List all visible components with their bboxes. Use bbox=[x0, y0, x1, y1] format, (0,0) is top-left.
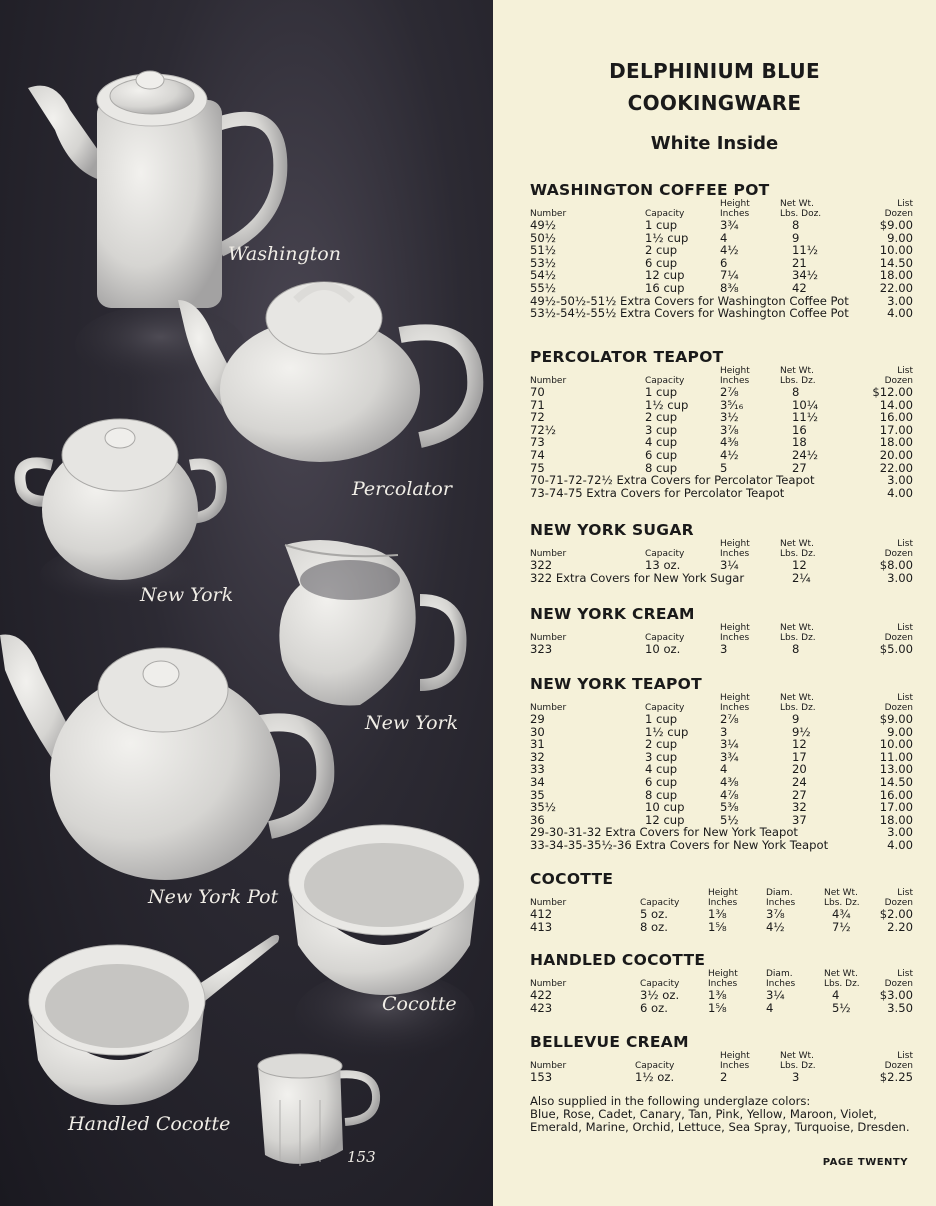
table-cell: 13.00 bbox=[879, 762, 913, 777]
table-cell: 153 bbox=[530, 1070, 553, 1084]
table-cell: 33 bbox=[530, 762, 545, 777]
col-header: Number bbox=[530, 208, 567, 219]
table-cell: 3⁵⁄₁₆ bbox=[720, 397, 744, 412]
page-number: PAGE TWENTY bbox=[822, 1157, 908, 1168]
table-cell: 9½ bbox=[792, 724, 811, 739]
table-cell: 32 bbox=[530, 749, 545, 764]
section-title: NEW YORK SUGAR bbox=[530, 521, 694, 539]
table-cell: 30 bbox=[530, 724, 545, 739]
table-cell: 2 bbox=[720, 1070, 728, 1084]
col-header: List Dozen bbox=[884, 199, 913, 219]
table-cell: 4.00 bbox=[887, 837, 913, 852]
col-header: Capacity bbox=[640, 978, 680, 989]
table-cell: 74 bbox=[530, 447, 545, 462]
price-table bbox=[530, 1052, 913, 1084]
table-cell: 11½ bbox=[792, 410, 818, 425]
table-cell: 18.00 bbox=[879, 268, 913, 283]
table-cell: 12 cup bbox=[645, 268, 685, 283]
table-cell: 3⅞ bbox=[720, 422, 739, 437]
table-cell: 10 cup bbox=[645, 800, 685, 815]
table-cell: 2⅞ bbox=[720, 385, 739, 399]
col-header: Capacity bbox=[640, 897, 680, 908]
table-row bbox=[530, 1071, 913, 1084]
table-cell: 6 oz. bbox=[640, 1000, 668, 1015]
table-cell: 37 bbox=[792, 812, 807, 827]
table-cell: $9.00 bbox=[879, 218, 913, 232]
col-header: Diam. Inches bbox=[766, 969, 796, 989]
table-cell: 11½ bbox=[792, 243, 818, 258]
table-cell: 4.00 bbox=[887, 485, 913, 500]
table-cell: 31 bbox=[530, 737, 545, 752]
table-cell: 3 bbox=[792, 1070, 800, 1084]
table-cell: 6 bbox=[720, 255, 728, 270]
table-cell: 3¾ bbox=[720, 749, 739, 764]
col-header: Capacity bbox=[645, 548, 685, 559]
col-header: Number bbox=[530, 548, 567, 559]
table-cell: 42 bbox=[792, 280, 807, 295]
table-row bbox=[530, 713, 913, 726]
price-table bbox=[530, 889, 913, 933]
table-cell: 3.00 bbox=[887, 570, 913, 585]
col-header: Height Inches bbox=[720, 693, 750, 713]
table-cell: $2.25 bbox=[879, 1070, 913, 1084]
table-row bbox=[530, 801, 913, 814]
page-title-line1: DELPHINIUM BLUE bbox=[609, 59, 820, 83]
section-title: HANDLED COCOTTE bbox=[530, 951, 706, 969]
section-percolator bbox=[530, 348, 913, 499]
table-cell: 10.00 bbox=[879, 243, 913, 258]
section-title: NEW YORK CREAM bbox=[530, 605, 695, 623]
table-cell: 13 oz. bbox=[645, 558, 681, 572]
table-row bbox=[530, 738, 913, 751]
col-header: Capacity bbox=[645, 208, 685, 219]
col-header: List Dozen bbox=[884, 969, 913, 989]
table-cell: 1⅝ bbox=[708, 919, 727, 934]
table-cell: 34 bbox=[530, 774, 545, 789]
table-cell: 1⅜ bbox=[708, 988, 727, 1002]
table-cell: 3¼ bbox=[720, 737, 739, 752]
table-cell: 8 bbox=[792, 385, 800, 399]
table-cell: 4⅜ bbox=[720, 435, 739, 450]
table-cell: 9 bbox=[792, 712, 800, 726]
table-cell: 53½ bbox=[530, 255, 556, 270]
table-cell: 70-71-72-72½ Extra Covers for Percolator Teapot bbox=[530, 473, 815, 488]
section-title: COCOTTE bbox=[530, 870, 614, 888]
table-cell: 4½ bbox=[720, 243, 739, 258]
page-subtitle: White Inside bbox=[650, 133, 779, 154]
table-cell: $8.00 bbox=[879, 558, 913, 572]
col-header: Capacity bbox=[645, 632, 685, 643]
section-cocotte bbox=[530, 870, 913, 933]
colors-note-line: Also supplied in the following underglaze colors: bbox=[530, 1094, 811, 1108]
table-cell: 4 bbox=[720, 230, 728, 245]
section-title: WASHINGTON COFFEE POT bbox=[530, 181, 770, 199]
price-table bbox=[530, 694, 913, 852]
table-cell: 33-34-35-35½-36 Extra Covers for New York Teapot bbox=[530, 837, 829, 852]
col-header: Number bbox=[530, 897, 567, 908]
table-cell: 73 bbox=[530, 435, 545, 450]
table-cell: 3¼ bbox=[720, 558, 739, 572]
table-cell: 423 bbox=[530, 1000, 553, 1015]
colors-note bbox=[530, 1095, 913, 1134]
table-row bbox=[530, 989, 913, 1002]
handled-cocotte bbox=[29, 935, 279, 1105]
table-cell: 3⅞ bbox=[766, 907, 785, 921]
col-header: Number bbox=[530, 632, 567, 643]
price-table bbox=[530, 970, 913, 1014]
table-cell: 20.00 bbox=[879, 447, 913, 462]
col-header: Number bbox=[530, 702, 567, 713]
table-cell: 413 bbox=[530, 919, 553, 934]
table-cell: 322 Extra Covers for New York Sugar bbox=[530, 570, 745, 585]
col-header: Height Inches bbox=[708, 969, 738, 989]
table-cell: 6 cup bbox=[645, 255, 678, 270]
caption-new-york-sugar: New York bbox=[140, 584, 234, 606]
table-cell: $5.00 bbox=[879, 642, 913, 656]
table-cell: 17.00 bbox=[879, 800, 913, 815]
table-cell: 3½ oz. bbox=[640, 988, 680, 1002]
table-row bbox=[530, 411, 913, 424]
caption-new-york-cream: New York bbox=[365, 712, 459, 734]
table-cell: $9.00 bbox=[879, 712, 913, 726]
col-header: Number bbox=[530, 978, 567, 989]
table-cell: 8⅜ bbox=[720, 280, 739, 295]
table-cell: 3.00 bbox=[887, 473, 913, 488]
table-cell: 3.50 bbox=[887, 1000, 913, 1015]
section-ny-teapot bbox=[530, 675, 913, 852]
table-cell: 4 bbox=[766, 1000, 774, 1015]
table-cell: 10 oz. bbox=[645, 642, 681, 656]
table-cell: 4½ bbox=[766, 919, 785, 934]
table-cell: 4½ bbox=[720, 447, 739, 462]
section-ny-cream bbox=[530, 605, 913, 656]
table-cell: 3½ bbox=[720, 410, 739, 425]
table-cell: 12 cup bbox=[645, 812, 685, 827]
col-header: Net Wt. Lbs. Dz. bbox=[780, 1051, 816, 1071]
col-header: Net Wt. Lbs. Dz. bbox=[780, 366, 816, 386]
table-cell: 11.00 bbox=[879, 749, 913, 764]
section-title: PERCOLATOR TEAPOT bbox=[530, 348, 724, 366]
col-header: List Dozen bbox=[884, 1051, 913, 1071]
table-cell: 22.00 bbox=[879, 460, 913, 475]
table-cell: 34½ bbox=[792, 268, 818, 283]
table-cell: 1½ cup bbox=[645, 724, 689, 739]
table-cell: $12.00 bbox=[872, 385, 913, 399]
table-cell: 71 bbox=[530, 397, 545, 412]
table-cell: 32 bbox=[792, 800, 807, 815]
table-row bbox=[530, 282, 913, 295]
col-header: Height Inches bbox=[720, 1051, 750, 1071]
col-header: Net Wt. Lbs. Dz. bbox=[780, 693, 816, 713]
col-header: Net Wt. Lbs. Dz. bbox=[824, 888, 860, 908]
table-cell: 4¾ bbox=[832, 907, 851, 921]
table-cell: 24½ bbox=[792, 447, 818, 462]
table-cell: 1½ oz. bbox=[635, 1070, 675, 1084]
table-cell: 1½ cup bbox=[645, 230, 689, 245]
table-cell: 5⅜ bbox=[720, 800, 739, 815]
table-row bbox=[530, 776, 913, 789]
table-cell: 4.00 bbox=[887, 306, 913, 321]
table-row bbox=[530, 643, 913, 656]
table-cell: 9.00 bbox=[887, 230, 913, 245]
section-handled-cocotte bbox=[530, 951, 913, 1014]
col-header: Net Wt. Lbs. Dz. bbox=[824, 969, 860, 989]
table-cell: 36 bbox=[530, 812, 545, 827]
table-cell: 3.00 bbox=[887, 293, 913, 308]
caption-bellevue: 153 bbox=[347, 1148, 376, 1166]
col-header: List Dozen bbox=[884, 366, 913, 386]
table-cell: 18.00 bbox=[879, 435, 913, 450]
colors-note-line: Emerald, Marine, Orchid, Lettuce, Sea Spray, Turquoise, Dresden. bbox=[530, 1120, 910, 1134]
table-cell: 35 bbox=[530, 787, 545, 802]
price-table bbox=[530, 540, 913, 584]
table-cell: 16.00 bbox=[879, 787, 913, 802]
extra-covers-row bbox=[530, 307, 913, 320]
table-cell: 2¼ bbox=[792, 570, 811, 585]
table-cell: 8 cup bbox=[645, 460, 678, 475]
col-header: Height Inches bbox=[708, 888, 738, 908]
table-cell: 412 bbox=[530, 907, 553, 921]
table-cell: 18.00 bbox=[879, 812, 913, 827]
table-cell: 6 cup bbox=[645, 774, 678, 789]
table-cell: 7¼ bbox=[720, 268, 739, 283]
table-cell: 14.50 bbox=[879, 774, 913, 789]
table-cell: 3 cup bbox=[645, 422, 678, 437]
table-row bbox=[530, 921, 913, 934]
price-table bbox=[530, 200, 913, 320]
caption-washington: Washington bbox=[228, 243, 341, 265]
section-bellevue bbox=[530, 1033, 913, 1084]
cocotte-bowl bbox=[289, 825, 479, 1060]
table-cell: 9.00 bbox=[887, 724, 913, 739]
section-washington bbox=[530, 181, 913, 320]
table-row bbox=[530, 219, 913, 232]
col-header: Height Inches bbox=[720, 366, 750, 386]
table-cell: 4⅜ bbox=[720, 774, 739, 789]
table-cell: 2 cup bbox=[645, 410, 678, 425]
percolator-teapot bbox=[178, 282, 475, 462]
table-row bbox=[530, 449, 913, 462]
table-cell: 14.50 bbox=[879, 255, 913, 270]
table-cell: 6 cup bbox=[645, 447, 678, 462]
price-table bbox=[530, 367, 913, 499]
col-header: Net Wt. Lbs. Doz. bbox=[780, 199, 822, 219]
table-cell: 51½ bbox=[530, 243, 556, 258]
table-cell: 24 bbox=[792, 774, 807, 789]
table-cell: 53½-54½-55½ Extra Covers for Washington Coffee Pot bbox=[530, 306, 849, 321]
new-york-sugar bbox=[20, 419, 221, 605]
col-header: Height Inches bbox=[720, 623, 750, 643]
table-cell: 75 bbox=[530, 460, 545, 475]
col-header: Height Inches bbox=[720, 199, 750, 219]
extra-covers-row bbox=[530, 474, 913, 487]
table-cell: 70 bbox=[530, 385, 545, 399]
col-header: Capacity bbox=[635, 1060, 675, 1071]
extra-covers-row bbox=[530, 839, 913, 852]
table-cell: 4 cup bbox=[645, 762, 678, 777]
table-cell: 2⅞ bbox=[720, 712, 739, 726]
table-cell: 1 cup bbox=[645, 385, 678, 399]
table-cell: 35½ bbox=[530, 800, 556, 815]
table-cell: 16 cup bbox=[645, 280, 685, 295]
table-cell: 1 cup bbox=[645, 712, 678, 726]
col-header: Net Wt. Lbs. Dz. bbox=[780, 539, 816, 559]
table-cell: 1 cup bbox=[645, 218, 678, 232]
table-cell: 8 bbox=[792, 218, 800, 232]
colors-note-line: Blue, Rose, Cadet, Canary, Tan, Pink, Yellow, Maroon, Violet, bbox=[530, 1107, 877, 1121]
table-cell: 17.00 bbox=[879, 422, 913, 437]
table-cell: 50½ bbox=[530, 230, 556, 245]
section-ny-sugar bbox=[530, 521, 913, 584]
col-header: Capacity bbox=[645, 702, 685, 713]
table-cell: 7½ bbox=[832, 919, 851, 934]
table-cell: 323 bbox=[530, 642, 553, 656]
table-cell: 29 bbox=[530, 712, 545, 726]
section-title: BELLEVUE CREAM bbox=[530, 1033, 689, 1051]
col-header: List Dozen bbox=[884, 693, 913, 713]
table-cell: 14.00 bbox=[879, 397, 913, 412]
caption-new-york-pot: New York Pot bbox=[148, 886, 279, 908]
table-cell: 4⅞ bbox=[720, 787, 739, 802]
table-cell: 8 cup bbox=[645, 787, 678, 802]
extra-covers-row bbox=[530, 487, 913, 500]
table-cell: 9 bbox=[792, 230, 800, 245]
page-title-line2: COOKINGWARE bbox=[627, 91, 802, 115]
table-cell: $3.00 bbox=[879, 988, 913, 1002]
table-cell: 54½ bbox=[530, 268, 556, 283]
table-cell: 16.00 bbox=[879, 410, 913, 425]
price-table bbox=[530, 624, 913, 656]
table-row bbox=[530, 244, 913, 257]
caption-percolator: Percolator bbox=[352, 478, 452, 500]
table-cell: 49½-50½-51½ Extra Covers for Washington Coffee Pot bbox=[530, 293, 849, 308]
table-cell: 17 bbox=[792, 749, 807, 764]
table-cell: 3 bbox=[720, 724, 728, 739]
col-header: Net Wt. Lbs. Dz. bbox=[780, 623, 816, 643]
caption-cocotte: Cocotte bbox=[382, 993, 457, 1015]
table-cell: 10.00 bbox=[879, 737, 913, 752]
col-header: List Dozen bbox=[884, 539, 913, 559]
table-cell: 18 bbox=[792, 435, 807, 450]
table-cell: 1⅝ bbox=[708, 1000, 727, 1015]
table-cell: 3 bbox=[720, 642, 728, 656]
table-cell: 4 bbox=[832, 988, 840, 1002]
table-cell: 72½ bbox=[530, 422, 556, 437]
table-cell: 29-30-31-32 Extra Covers for New York Teapot bbox=[530, 825, 798, 840]
table-cell: 12 bbox=[792, 737, 807, 752]
catalog-listing bbox=[493, 0, 936, 1206]
table-row bbox=[530, 1002, 913, 1015]
table-row bbox=[530, 386, 913, 399]
table-cell: 4 bbox=[720, 762, 728, 777]
table-cell: 2 cup bbox=[645, 243, 678, 258]
table-cell: 21 bbox=[792, 255, 807, 270]
table-cell: 49½ bbox=[530, 218, 556, 232]
table-cell: 8 oz. bbox=[640, 919, 668, 934]
table-cell: 27 bbox=[792, 460, 807, 475]
table-cell: 20 bbox=[792, 762, 807, 777]
table-cell: 3.00 bbox=[887, 825, 913, 840]
table-row bbox=[530, 559, 913, 572]
table-cell: 22.00 bbox=[879, 280, 913, 295]
col-header: Number bbox=[530, 375, 567, 386]
section-title: NEW YORK TEAPOT bbox=[530, 675, 703, 693]
table-cell: 2.20 bbox=[887, 919, 913, 934]
table-cell: 5 bbox=[720, 460, 728, 475]
table-cell: 1½ cup bbox=[645, 397, 689, 412]
table-cell: 422 bbox=[530, 988, 553, 1002]
table-cell: 3¾ bbox=[720, 218, 739, 232]
table-cell: 1⅜ bbox=[708, 907, 727, 921]
table-cell: 12 bbox=[792, 558, 807, 572]
extra-covers-row bbox=[530, 572, 913, 585]
table-cell: 27 bbox=[792, 787, 807, 802]
table-cell: 3 cup bbox=[645, 749, 678, 764]
new-york-cream bbox=[279, 540, 460, 705]
table-cell: $2.00 bbox=[879, 907, 913, 921]
table-cell: 8 bbox=[792, 642, 800, 656]
col-header: Diam. Inches bbox=[766, 888, 796, 908]
col-header: List Dozen bbox=[884, 623, 913, 643]
table-row bbox=[530, 908, 913, 921]
table-cell: 73-74-75 Extra Covers for Percolator Teapot bbox=[530, 485, 785, 500]
table-cell: 4 cup bbox=[645, 435, 678, 450]
table-cell: 10¼ bbox=[792, 397, 818, 412]
col-header: Capacity bbox=[645, 375, 685, 386]
table-cell: 5 oz. bbox=[640, 907, 668, 921]
table-cell: 72 bbox=[530, 410, 545, 425]
table-cell: 5½ bbox=[832, 1000, 851, 1015]
col-header: Height Inches bbox=[720, 539, 750, 559]
col-header: List Dozen bbox=[884, 888, 913, 908]
table-cell: 3¼ bbox=[766, 988, 785, 1002]
table-cell: 5½ bbox=[720, 812, 739, 827]
caption-handled-cocotte: Handled Cocotte bbox=[68, 1113, 231, 1135]
washington-coffee-pot bbox=[28, 71, 280, 385]
table-cell: 55½ bbox=[530, 280, 556, 295]
col-header: Number bbox=[530, 1060, 567, 1071]
table-cell: 16 bbox=[792, 422, 807, 437]
table-cell: 322 bbox=[530, 558, 553, 572]
new-york-pot bbox=[0, 634, 325, 880]
table-cell: 2 cup bbox=[645, 737, 678, 752]
